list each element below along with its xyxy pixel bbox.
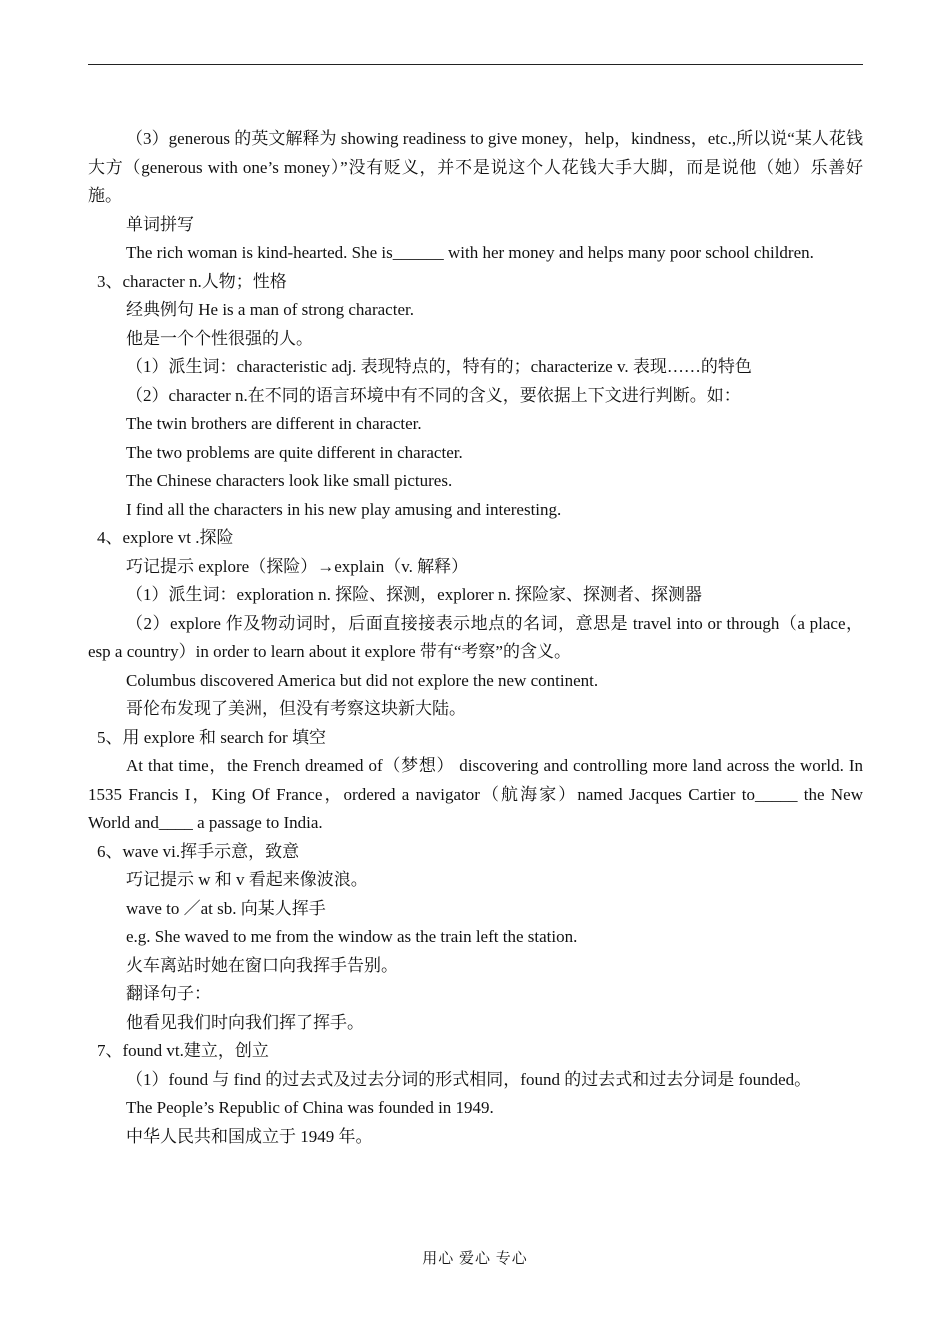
explore-memory-tip: 巧记提示 explore（探险）→explain（v. 解释）	[126, 556, 469, 576]
fill-blank-heading: 5、用 explore 和 search for 填空	[97, 727, 326, 747]
example-translation: 他是一个个性很强的人。	[126, 328, 313, 348]
translation-heading: 翻译句子：	[126, 984, 211, 1003]
character-note-1: （1）派生词：characteristic adj. 表现特点的，特有的；characterize v. 表现……的特色	[126, 357, 752, 376]
spelling-exercise: The rich woman is kind-hearted. She is______ with her money and helps many poor school children.	[126, 243, 814, 262]
character-example-3: The Chinese characters look like small pictures.	[126, 471, 453, 490]
word-heading-character: 3、character n.人物；性格	[97, 271, 287, 291]
explore-note-1: （1）派生词：exploration n. 探险、探测，explorer n. 探险家、探测者、探测器	[126, 585, 703, 604]
explore-example-translation: 哥伦布发现了美洲，但没有考察这块新大陆。	[126, 699, 466, 718]
spelling-heading: 单词拼写	[126, 214, 194, 234]
character-example-1: The twin brothers are different in character.	[126, 414, 422, 433]
character-note-2: （2）character n.在不同的语言环境中有不同的含义，要依据上下文进行判断。如：	[126, 385, 741, 405]
translation-prompt: 他看见我们时向我们挥了挥手。	[126, 1012, 364, 1032]
word-heading-found: 7、found vt.建立，创立	[97, 1041, 269, 1060]
explore-example: Columbus discovered America but did not explore the new continent.	[126, 670, 599, 690]
word-heading-explore: 4、explore vt .探险	[97, 528, 234, 547]
page-footer: 用心 爱心 专心	[422, 1251, 528, 1267]
found-example: The People’s Republic of China was founded in 1949.	[126, 1098, 494, 1117]
character-example-4: I find all the characters in his new play amusing and interesting.	[126, 499, 562, 519]
wave-phrase: wave to ／at sb. 向某人挥手	[126, 898, 326, 918]
wave-example-translation: 火车离站时她在窗口向我挥手告别。	[126, 955, 398, 975]
wave-example: e.g. She waved to me from the window as the train left the station.	[126, 927, 578, 946]
generous-note-3: （3）generous 的英文解释为 showing readiness to give money，help，kindness，etc.,所以说“某人花钱大方（generous with one’s money）”没有贬义，并不是说这个人花钱大手大脚，而是说他（她）乐善好施。	[88, 129, 863, 205]
document-body	[88, 125, 863, 1151]
wave-memory-tip: 巧记提示 w 和 v 看起来像波浪。	[126, 870, 368, 889]
explore-note-2: （2）explore 作及物动词时，后面直接接表示地点的名词，意思是 travel into or through（a place，esp a country）in order to learn about it explore 带有“考察”的含义。	[88, 613, 863, 661]
fill-blank-passage: At that time，the French dreamed of（梦想） discovering and controlling more land across the world. In 1535 Francis I，King Of France，ordered a navigator（航海家）named Jacques Cartier to_____ the New World and____ a passage to India.	[88, 756, 863, 832]
character-example-2: The two problems are quite different in character.	[126, 442, 463, 462]
found-note-1: （1）found 与 find 的过去式及过去分词的形式相同，found 的过去式和过去分词是 founded。	[126, 1069, 812, 1089]
header-rule	[88, 64, 863, 65]
example-sentence: 经典例句 He is a man of strong character.	[126, 300, 414, 319]
found-example-translation: 中华人民共和国成立于 1949 年。	[126, 1126, 373, 1146]
word-heading-wave: 6、wave vi.挥手示意，致意	[97, 841, 300, 861]
